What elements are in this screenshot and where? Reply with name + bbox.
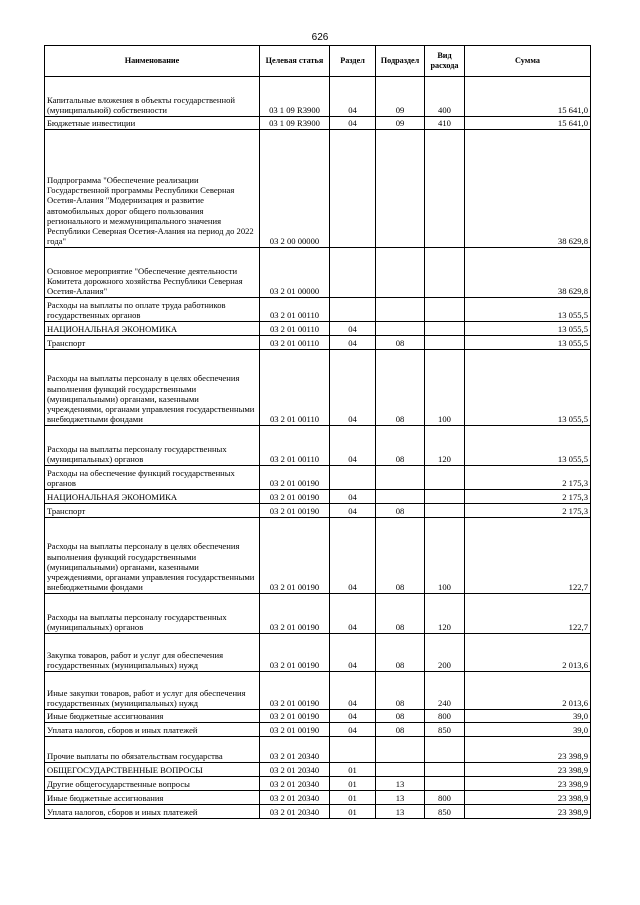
- row-section-cell: 01: [330, 777, 376, 791]
- row-target-article-cell: 03 2 01 00000: [260, 248, 330, 298]
- row-amount-cell: 2 175,3: [465, 490, 591, 504]
- row-section-cell: 01: [330, 763, 376, 777]
- row-subsection-cell: [376, 466, 425, 490]
- row-subsection-cell: 08: [376, 594, 425, 634]
- row-amount-cell: 122,7: [465, 518, 591, 594]
- row-section-cell: 04: [330, 672, 376, 710]
- row-section-cell: 04: [330, 77, 376, 117]
- table-row: [45, 77, 591, 117]
- row-name-cell: Уплата налогов, сборов и иных платежей: [45, 805, 260, 819]
- row-name-cell: НАЦИОНАЛЬНАЯ ЭКОНОМИКА: [45, 490, 260, 504]
- row-target-article-cell: 03 2 01 00190: [260, 466, 330, 490]
- row-section-cell: 04: [330, 117, 376, 130]
- row-subsection-cell: 13: [376, 791, 425, 805]
- row-target-article-cell: 03 1 09 R3900: [260, 117, 330, 130]
- row-section-cell: 01: [330, 805, 376, 819]
- row-name-cell: НАЦИОНАЛЬНАЯ ЭКОНОМИКА: [45, 322, 260, 336]
- row-subsection-cell: 08: [376, 723, 425, 737]
- table-row: [45, 336, 591, 350]
- row-amount-cell: 23 398,9: [465, 777, 591, 791]
- row-expense-type-cell: 410: [425, 117, 465, 130]
- row-target-article-cell: 03 2 01 00190: [260, 518, 330, 594]
- row-expense-type-cell: [425, 466, 465, 490]
- row-target-article-cell: 03 2 01 00190: [260, 504, 330, 518]
- row-target-article-cell: 03 2 01 00190: [260, 672, 330, 710]
- row-subsection-cell: 09: [376, 77, 425, 117]
- row-amount-cell: 15 641,0: [465, 77, 591, 117]
- header-target-article: Целевая статья: [260, 46, 330, 77]
- row-amount-cell: 122,7: [465, 594, 591, 634]
- row-expense-type-cell: 100: [425, 350, 465, 426]
- row-name-cell: Прочие выплаты по обязательствам государства: [45, 737, 260, 763]
- row-subsection-cell: 08: [376, 350, 425, 426]
- row-amount-cell: 23 398,9: [465, 805, 591, 819]
- row-name-cell: Расходы на выплаты персоналу государственных (муниципальных) органов: [45, 594, 260, 634]
- row-target-article-cell: 03 2 01 20340: [260, 805, 330, 819]
- row-expense-type-cell: 850: [425, 805, 465, 819]
- row-name-cell: Подпрограмма "Обеспечение реализации Государственной программы Республики Северная Осетия-Алания "Модернизация и развитие автомобильных дорог общего пользования регионального и межмуниципального значения Республики Северная Осетия-Алания на период до 2022 года": [45, 130, 260, 248]
- row-section-cell: [330, 466, 376, 490]
- row-section-cell: 04: [330, 723, 376, 737]
- row-expense-type-cell: [425, 298, 465, 322]
- row-amount-cell: 13 055,5: [465, 350, 591, 426]
- row-subsection-cell: [376, 490, 425, 504]
- row-name-cell: Иные бюджетные ассигнования: [45, 710, 260, 723]
- table-row: [45, 350, 591, 426]
- row-target-article-cell: 03 2 01 00110: [260, 426, 330, 466]
- row-amount-cell: 39,0: [465, 723, 591, 737]
- table-row: [45, 723, 591, 737]
- row-name-cell: Расходы на выплаты персоналу в целях обеспечения выполнения функций государственными (муниципальными) органами, казенными учреждениями, органами управления государственными внебюджетными фондами: [45, 350, 260, 426]
- row-name-cell: Другие общегосударственные вопросы: [45, 777, 260, 791]
- row-amount-cell: 2 175,3: [465, 504, 591, 518]
- row-section-cell: [330, 298, 376, 322]
- row-name-cell: Иные закупки товаров, работ и услуг для обеспечения государственных (муниципальных) нужд: [45, 672, 260, 710]
- row-name-cell: Капитальные вложения в объекты государственной (муниципальной) собственности: [45, 77, 260, 117]
- row-section-cell: [330, 130, 376, 248]
- table-row: [45, 248, 591, 298]
- row-amount-cell: 23 398,9: [465, 763, 591, 777]
- row-subsection-cell: 08: [376, 426, 425, 466]
- row-section-cell: 04: [330, 336, 376, 350]
- row-subsection-cell: [376, 322, 425, 336]
- table-row: [45, 130, 591, 248]
- row-section-cell: 04: [330, 594, 376, 634]
- row-amount-cell: 13 055,5: [465, 298, 591, 322]
- row-name-cell: Расходы на обеспечение функций государственных органов: [45, 466, 260, 490]
- table-row: [45, 466, 591, 490]
- row-subsection-cell: [376, 737, 425, 763]
- row-subsection-cell: 08: [376, 672, 425, 710]
- row-name-cell: Расходы на выплаты по оплате труда работников государственных органов: [45, 298, 260, 322]
- row-target-article-cell: 03 2 01 20340: [260, 763, 330, 777]
- table-header-row: [45, 46, 591, 77]
- row-section-cell: 04: [330, 710, 376, 723]
- row-target-article-cell: 03 2 01 20340: [260, 791, 330, 805]
- row-section-cell: [330, 737, 376, 763]
- table-row: [45, 737, 591, 763]
- header-section: Раздел: [330, 46, 376, 77]
- row-subsection-cell: 08: [376, 710, 425, 723]
- row-target-article-cell: 03 2 01 00190: [260, 710, 330, 723]
- row-target-article-cell: 03 1 09 R3900: [260, 77, 330, 117]
- table-row: [45, 805, 591, 819]
- row-amount-cell: 13 055,5: [465, 336, 591, 350]
- row-section-cell: 04: [330, 490, 376, 504]
- row-name-cell: Расходы на выплаты персоналу в целях обеспечения выполнения функций государственными (муниципальными) органами, казенными учреждениями, органами управления государственными внебюджетными фондами: [45, 518, 260, 594]
- header-amount: Сумма: [465, 46, 591, 77]
- header-subsection: Подраздел: [376, 46, 425, 77]
- table-row: [45, 672, 591, 710]
- row-expense-type-cell: [425, 737, 465, 763]
- row-target-article-cell: 03 2 01 20340: [260, 777, 330, 791]
- table-row: [45, 490, 591, 504]
- table-row: [45, 322, 591, 336]
- row-amount-cell: 23 398,9: [465, 737, 591, 763]
- row-expense-type-cell: 100: [425, 518, 465, 594]
- row-name-cell: Закупка товаров, работ и услуг для обеспечения государственных (муниципальных) нужд: [45, 634, 260, 672]
- row-expense-type-cell: 800: [425, 791, 465, 805]
- page-number: 626: [311, 32, 329, 43]
- row-subsection-cell: 13: [376, 805, 425, 819]
- row-amount-cell: 13 055,5: [465, 322, 591, 336]
- table-row: [45, 763, 591, 777]
- row-section-cell: 01: [330, 791, 376, 805]
- table-row: [45, 634, 591, 672]
- row-name-cell: Транспорт: [45, 504, 260, 518]
- row-target-article-cell: 03 2 01 20340: [260, 737, 330, 763]
- row-subsection-cell: [376, 298, 425, 322]
- row-amount-cell: 15 641,0: [465, 117, 591, 130]
- row-amount-cell: 38 629,8: [465, 248, 591, 298]
- table-row: [45, 504, 591, 518]
- row-subsection-cell: 13: [376, 777, 425, 791]
- row-target-article-cell: 03 2 01 00190: [260, 490, 330, 504]
- row-expense-type-cell: 200: [425, 634, 465, 672]
- table-row: [45, 710, 591, 723]
- row-expense-type-cell: 240: [425, 672, 465, 710]
- row-name-cell: Транспорт: [45, 336, 260, 350]
- row-name-cell: Иные бюджетные ассигнования: [45, 791, 260, 805]
- row-section-cell: 04: [330, 322, 376, 336]
- row-subsection-cell: 09: [376, 117, 425, 130]
- row-amount-cell: 13 055,5: [465, 426, 591, 466]
- row-target-article-cell: 03 2 01 00190: [260, 723, 330, 737]
- row-amount-cell: 39,0: [465, 710, 591, 723]
- row-subsection-cell: 08: [376, 504, 425, 518]
- row-expense-type-cell: 800: [425, 710, 465, 723]
- row-name-cell: ОБЩЕГОСУДАРСТВЕННЫЕ ВОПРОСЫ: [45, 763, 260, 777]
- row-section-cell: 04: [330, 518, 376, 594]
- row-expense-type-cell: 850: [425, 723, 465, 737]
- row-expense-type-cell: [425, 248, 465, 298]
- row-target-article-cell: 03 2 01 00190: [260, 594, 330, 634]
- table-row: [45, 791, 591, 805]
- row-expense-type-cell: [425, 130, 465, 248]
- row-expense-type-cell: [425, 504, 465, 518]
- row-expense-type-cell: [425, 777, 465, 791]
- row-target-article-cell: 03 2 01 00110: [260, 298, 330, 322]
- row-amount-cell: 2 175,3: [465, 466, 591, 490]
- row-subsection-cell: [376, 130, 425, 248]
- row-target-article-cell: 03 2 01 00110: [260, 350, 330, 426]
- row-section-cell: [330, 248, 376, 298]
- table-row: [45, 518, 591, 594]
- header-name: Наименование: [45, 46, 260, 77]
- row-amount-cell: 23 398,9: [465, 791, 591, 805]
- row-expense-type-cell: [425, 322, 465, 336]
- row-target-article-cell: 03 2 01 00190: [260, 634, 330, 672]
- row-target-article-cell: 03 2 01 00110: [260, 336, 330, 350]
- row-expense-type-cell: 120: [425, 426, 465, 466]
- table-row: [45, 298, 591, 322]
- row-section-cell: 04: [330, 634, 376, 672]
- row-amount-cell: 2 013,6: [465, 672, 591, 710]
- row-name-cell: Расходы на выплаты персоналу государственных (муниципальных) органов: [45, 426, 260, 466]
- row-subsection-cell: [376, 763, 425, 777]
- row-name-cell: Бюджетные инвестиции: [45, 117, 260, 130]
- row-amount-cell: 38 629,8: [465, 130, 591, 248]
- row-expense-type-cell: 400: [425, 77, 465, 117]
- row-section-cell: 04: [330, 350, 376, 426]
- row-section-cell: 04: [330, 504, 376, 518]
- row-expense-type-cell: [425, 763, 465, 777]
- row-subsection-cell: 08: [376, 336, 425, 350]
- table-row: [45, 426, 591, 466]
- table-row: [45, 594, 591, 634]
- header-expense-type: Вид расхода: [425, 46, 465, 77]
- row-expense-type-cell: [425, 336, 465, 350]
- row-subsection-cell: 08: [376, 518, 425, 594]
- row-expense-type-cell: [425, 490, 465, 504]
- row-expense-type-cell: 120: [425, 594, 465, 634]
- row-subsection-cell: 08: [376, 634, 425, 672]
- row-name-cell: Уплата налогов, сборов и иных платежей: [45, 723, 260, 737]
- row-target-article-cell: 03 2 00 00000: [260, 130, 330, 248]
- row-amount-cell: 2 013,6: [465, 634, 591, 672]
- row-subsection-cell: [376, 248, 425, 298]
- row-name-cell: Основное мероприятие "Обеспечение деятельности Комитета дорожного хозяйства Республики Северная Осетия-Алания": [45, 248, 260, 298]
- row-section-cell: 04: [330, 426, 376, 466]
- table-row: [45, 117, 591, 130]
- row-target-article-cell: 03 2 01 00110: [260, 322, 330, 336]
- budget-table: [44, 45, 591, 819]
- table-row: [45, 777, 591, 791]
